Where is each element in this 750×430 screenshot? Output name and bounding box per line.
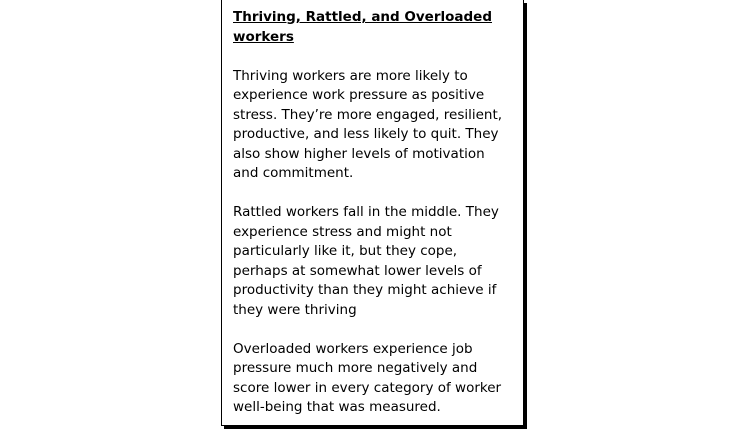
box-title: Thriving, Rattled, and Overloaded workers (233, 9, 492, 45)
paragraph-thriving: Thriving workers are more likely to experience work pressure as positive stress. They’re more engaged, resilient, productive, and less likely to quit. They also show higher levels of motivation and commitment. (233, 67, 503, 181)
sidebar-text-box (221, 0, 524, 426)
paragraph-overloaded: Overloaded workers experience job pressure much more negatively and score lower in every category of worker well-being that was measured. (233, 340, 502, 415)
paragraph-rattled: Rattled workers fall in the middle. They experience stress and might not particularly like it, but they cope, perhaps at somewhat lower levels of productivity than they might achieve if they were thriving (233, 204, 499, 318)
